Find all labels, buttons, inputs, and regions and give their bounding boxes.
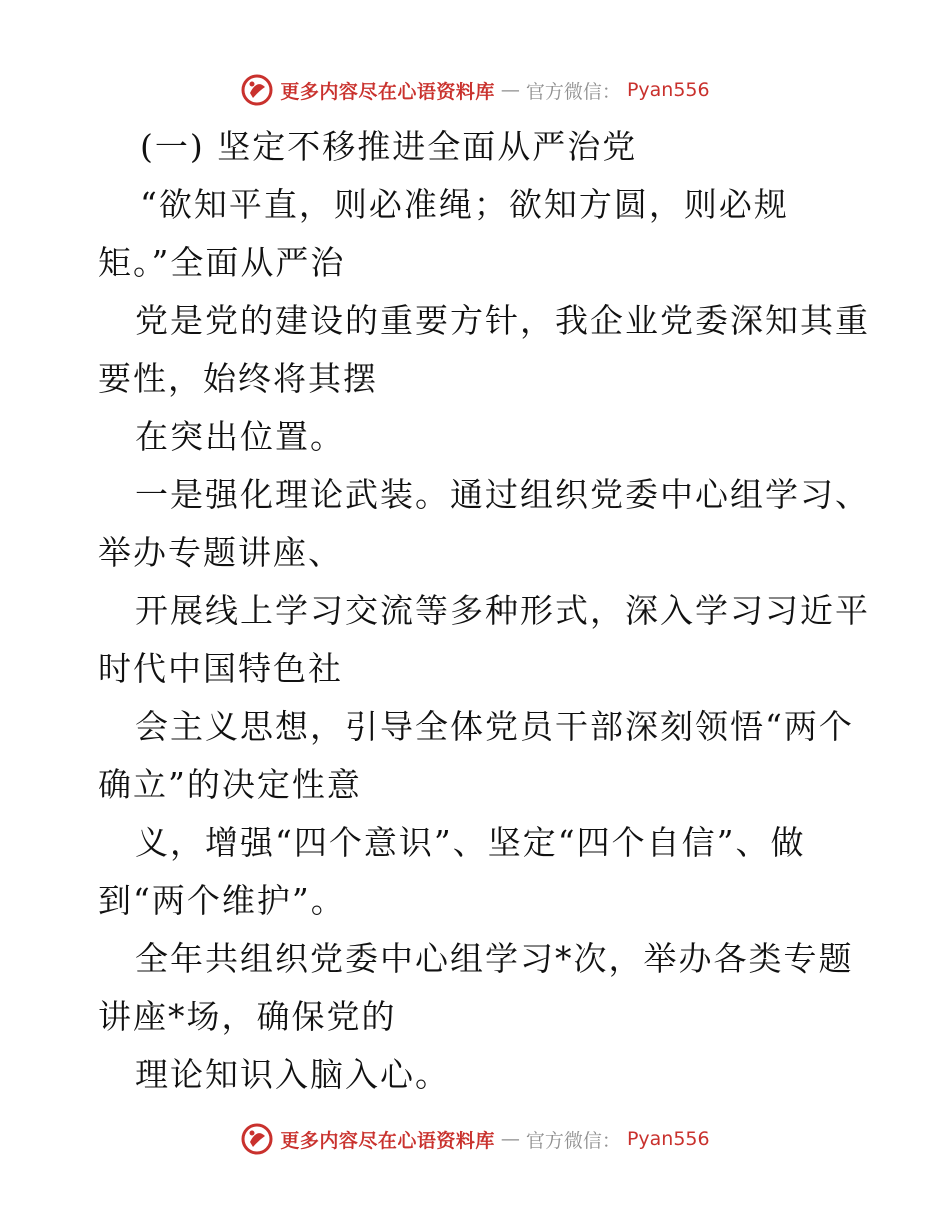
paragraph-line: 确立”的决定性意 — [98, 765, 362, 804]
paragraph-line: 开展线上学习交流等多种形式，深入学习习近平 — [135, 591, 870, 630]
watermark-id: Pyan556 — [626, 1128, 710, 1150]
watermark-sub-text: 官方微信： — [525, 1129, 621, 1152]
paragraph-line: 会主义思想，引导全体党员干部深刻领悟“两个 — [135, 707, 854, 746]
header-watermark — [0, 70, 950, 110]
paragraph-line: “欲知平直，则必准绳；欲知方圆，则必规 — [140, 185, 789, 224]
paragraph-line: 全年共组织党委中心组学习*次，举办各类专题 — [135, 939, 854, 978]
paragraph-line: 时代中国特色社 — [98, 649, 343, 688]
watermark-main-text: 更多内容尽在心语资料库 — [280, 1129, 495, 1152]
paragraph-line: 理论知识入脑入心。 — [135, 1055, 450, 1094]
paragraph-line: 到“两个维护”。 — [98, 881, 346, 920]
watermark-id: Pyan556 — [626, 79, 710, 101]
paragraph-line: 义，增强“四个意识”、坚定“四个自信”、做 — [135, 823, 806, 862]
seal-logo-icon — [240, 73, 274, 107]
watermark-dash: — — [500, 1128, 520, 1150]
footer-watermark — [0, 1119, 950, 1159]
paragraph-line: 举办专题讲座、 — [98, 533, 343, 572]
watermark-dash: — — [500, 79, 520, 101]
watermark-main-text: 更多内容尽在心语资料库 — [280, 80, 495, 103]
paragraph-line: 一是强化理论武装。通过组织党委中心组学习、 — [135, 475, 870, 514]
paragraph-line: 党是党的建设的重要方针，我企业党委深知其重 — [135, 301, 870, 340]
seal-logo-icon — [240, 1122, 274, 1156]
section-heading: (一) 坚定不移推进全面从严治党 — [140, 127, 638, 166]
paragraph-line: 在突出位置。 — [135, 417, 345, 456]
paragraph-line: 要性，始终将其摆 — [98, 359, 378, 398]
paragraph-line: 矩。”全面从严治 — [98, 243, 346, 282]
paragraph-line: 讲座*场，确保党的 — [98, 997, 397, 1036]
watermark-sub-text: 官方微信： — [525, 80, 621, 103]
